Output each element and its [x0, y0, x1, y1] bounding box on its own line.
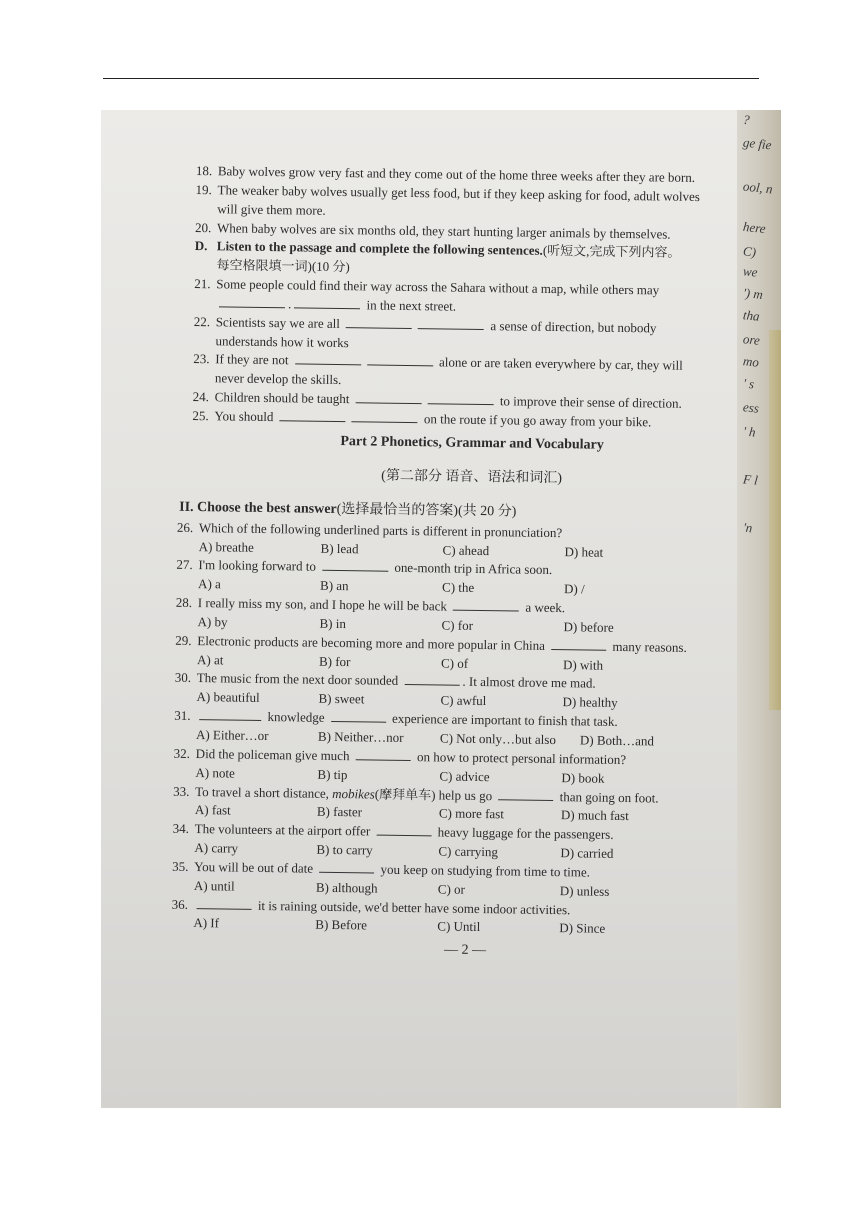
option-c[interactable]: C) the — [441, 579, 475, 596]
edge-text: ore — [742, 331, 761, 348]
answer-blank[interactable] — [219, 294, 285, 308]
option-b[interactable]: B) for — [318, 653, 351, 669]
answer-blank[interactable] — [294, 295, 360, 309]
option-c[interactable]: C) Not only…but also — [439, 730, 556, 748]
section-d-note: 每空格限填一词)(10 分) — [216, 257, 350, 275]
answer-blank[interactable] — [418, 316, 484, 330]
page-edge-strip — [769, 330, 781, 710]
question-26: 26. Which of the following underlined parts is different in pronunciation? — [176, 519, 563, 540]
answer-blank[interactable] — [352, 409, 418, 423]
part-2-title: Part 2 Phonetics, Grammar and Vocabulary — [340, 433, 604, 453]
question-28: 28. I really miss my son, and I hope he will be back a week. — [175, 594, 566, 616]
option-a[interactable]: A) If — [193, 915, 220, 931]
section-d-heading: D. Listen to the passage and complete the following sentences.(听短文,完成下列内容。 — [194, 238, 681, 261]
option-c[interactable]: C) ahead — [442, 542, 490, 558]
question-19: 19. The weaker baby wolves usually get less food, but if they keep asking for food, adult wolves — [195, 181, 701, 204]
question-20: 20. When baby wolves are six months old, they start hunting larger animals by themselves. — [194, 219, 671, 242]
header-rule — [103, 78, 759, 79]
edge-text: ' h — [742, 423, 757, 440]
option-d[interactable]: D) / — [563, 581, 585, 597]
option-b[interactable]: B) Before — [315, 917, 368, 933]
answer-blank[interactable] — [367, 353, 433, 367]
option-b[interactable]: B) lead — [320, 540, 359, 556]
edge-text: ge fie — [742, 134, 773, 153]
question-32: 32. Did the policeman give much on how to protect personal information? — [173, 745, 627, 767]
option-d[interactable]: D) Since — [559, 920, 606, 937]
question-33: 33. To travel a short distance, mobikes(摩拜单车) help us go than going on foot. — [173, 783, 659, 806]
option-b[interactable]: B) tip — [317, 766, 348, 782]
option-d[interactable]: D) before — [563, 619, 614, 635]
option-b[interactable]: B) although — [315, 879, 378, 896]
edge-text: ? — [742, 111, 751, 128]
question-21: 21. Some people could find their way across the Sahara without a map, while others may — [194, 276, 660, 298]
option-d[interactable]: D) heat — [564, 543, 604, 560]
option-a[interactable]: A) Either…or — [195, 727, 269, 744]
option-b[interactable]: B) to carry — [316, 841, 373, 858]
answer-blank[interactable] — [356, 747, 411, 761]
question-24: 24. Children should be taught to improve their sense of direction. — [192, 389, 682, 411]
question-31: 31. knowledge experience are important to finish that task. — [174, 707, 618, 730]
edge-text: C) — [742, 243, 757, 260]
edge-text: here — [742, 218, 767, 237]
option-c[interactable]: C) more fast — [438, 805, 505, 822]
question-18: 18. Baby wolves grow very fast and they come out of the home three weeks after they are born. — [195, 162, 696, 185]
answer-blank[interactable] — [428, 391, 494, 405]
answer-blank[interactable] — [295, 352, 361, 366]
option-b[interactable]: B) an — [319, 578, 349, 594]
answer-blank[interactable] — [322, 558, 388, 572]
option-c[interactable]: C) advice — [439, 768, 490, 784]
edge-text: mo — [742, 353, 760, 370]
option-d[interactable]: D) healthy — [562, 694, 618, 711]
option-c[interactable]: C) carrying — [438, 843, 499, 860]
option-a[interactable]: A) fast — [194, 802, 231, 818]
edge-text: 'n — [742, 519, 754, 536]
section-2-heading: II. Choose the best answer(选择最恰当的答案)(共 20 分) — [179, 500, 517, 520]
option-a[interactable]: A) by — [197, 613, 228, 630]
edge-text: ' s — [742, 375, 755, 392]
option-a[interactable]: A) breathe — [198, 538, 254, 555]
question-29: 29. Electronic products are becoming more and more popular in China many reasons. — [175, 632, 687, 655]
edge-text: ') m — [742, 285, 764, 302]
option-d[interactable]: D) carried — [560, 845, 614, 861]
question-36: 36. it is raining outside, we'd better have some indoor activities. — [171, 896, 571, 917]
question-22-cont: understands how it works — [215, 332, 349, 350]
answer-blank[interactable] — [551, 637, 606, 651]
edge-text: F l — [742, 471, 759, 488]
option-d[interactable]: D) much fast — [560, 807, 629, 824]
option-c[interactable]: C) or — [437, 881, 466, 897]
question-34: 34. The volunteers at the airport offer heavy luggage for the passengers. — [172, 820, 614, 843]
option-d[interactable]: D) book — [561, 769, 605, 786]
question-21-cont: . in the next street. — [194, 294, 754, 321]
option-b[interactable]: B) in — [319, 615, 347, 632]
answer-blank[interactable] — [280, 408, 346, 422]
question-19-cont: will give them more. — [217, 200, 326, 218]
question-27: 27. I'm looking forward to one-month trip in Africa soon. — [176, 557, 553, 578]
option-c[interactable]: C) for — [441, 617, 474, 633]
answer-blank[interactable] — [197, 896, 252, 910]
answer-blank[interactable] — [319, 860, 374, 874]
option-d[interactable]: D) with — [562, 656, 604, 673]
option-a[interactable]: A) until — [193, 877, 235, 894]
option-c[interactable]: C) awful — [440, 692, 487, 709]
exam-page-photo — [101, 110, 781, 1108]
answer-blank[interactable] — [346, 315, 412, 329]
option-a[interactable]: A) a — [198, 576, 221, 592]
answer-blank[interactable] — [331, 709, 386, 723]
answer-blank[interactable] — [376, 823, 431, 837]
question-23-cont: never develop the skills. — [214, 370, 342, 388]
answer-blank[interactable] — [498, 787, 553, 801]
option-d[interactable]: D) unless — [559, 882, 610, 899]
option-b[interactable]: B) sweet — [318, 691, 365, 707]
option-b[interactable]: B) Neither…nor — [317, 728, 404, 745]
answer-blank[interactable] — [199, 707, 261, 721]
option-a[interactable]: A) at — [196, 651, 224, 668]
answer-blank[interactable] — [404, 672, 459, 686]
option-a[interactable]: A) carry — [194, 840, 239, 856]
option-c[interactable]: C) Until — [437, 918, 481, 935]
page-number: — 2 — — [443, 942, 487, 959]
edge-text: ess — [742, 399, 760, 416]
option-a[interactable]: A) note — [195, 764, 235, 781]
question-30: 30. The music from the next door sounded . It almost drove me mad. — [174, 670, 596, 692]
question-25: 25. You should on the route if you go away from your bike. — [192, 407, 652, 430]
option-b[interactable]: B) faster — [316, 804, 363, 820]
answer-blank[interactable] — [356, 390, 422, 404]
edge-text: ool, n — [742, 178, 774, 197]
answer-blank[interactable] — [453, 598, 519, 612]
edge-text: tha — [742, 307, 761, 324]
multiple-choice-list — [171, 518, 754, 941]
option-c[interactable]: C) of — [440, 655, 469, 671]
edge-text: we — [742, 263, 759, 280]
part-2-subtitle: (第二部分 语音、语法和词汇) — [381, 468, 563, 487]
question-22: 22. Scientists say we are all a sense of direction, but nobody — [193, 313, 657, 336]
question-23: 23. If they are not alone or are taken everywhere by car, they will — [193, 351, 683, 374]
question-35: 35. You will be out of date you keep on studying from time to time. — [172, 858, 591, 880]
option-a[interactable]: A) beautiful — [196, 689, 260, 706]
option-d[interactable]: D) Both…and — [579, 732, 655, 749]
